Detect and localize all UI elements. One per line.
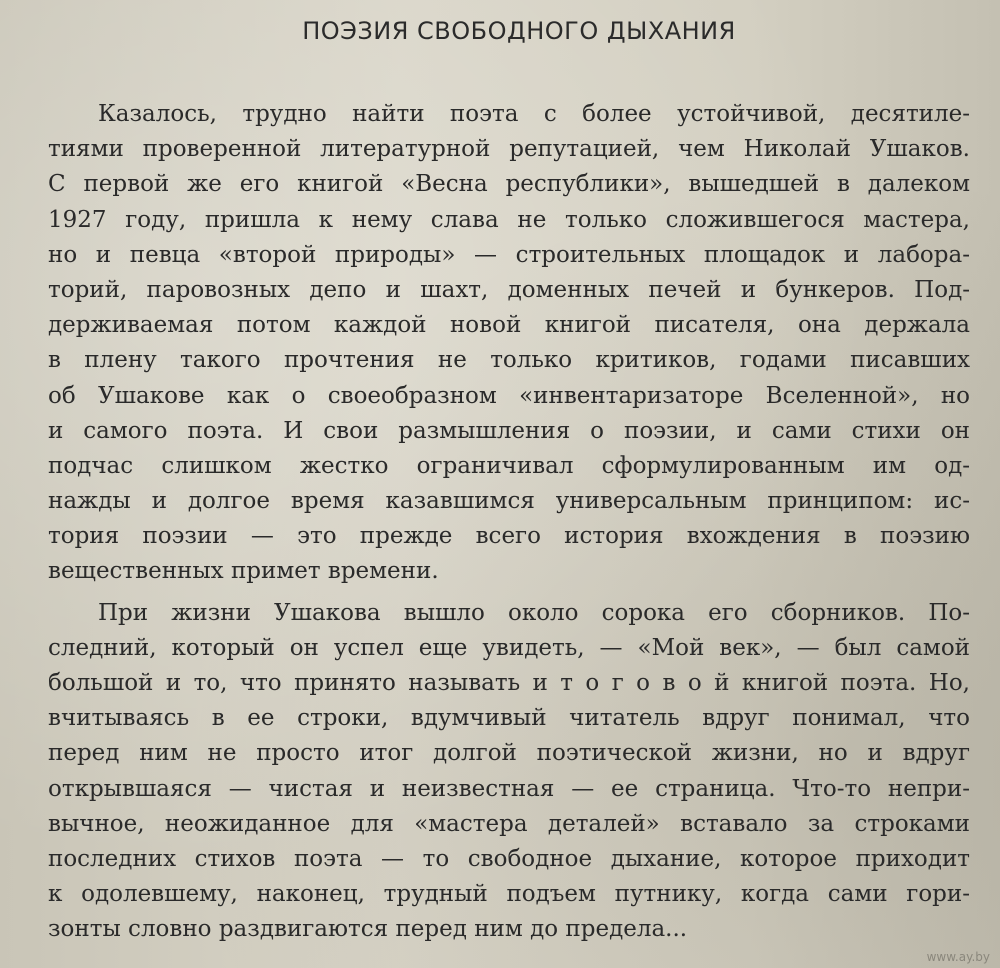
- text-line: в плену такого прочтения не только критиков, годами писавших: [48, 347, 970, 374]
- text-line: перед ним не просто итог долгой поэтической жизни, но и вдруг: [48, 740, 970, 767]
- text-line: к одолевшему, наконец, трудный подъем путнику, когда сами гори-: [48, 881, 970, 908]
- text-line: При жизни Ушакова вышло около сорока его сборников. По-: [98, 599, 970, 626]
- text-line: вычное, неожиданное для «мастера деталей» вставало за строками: [48, 810, 970, 837]
- text-line: нажды и долгое время казавшимся универсальным принципом: ис-: [48, 488, 970, 515]
- page-text: [48, 14, 970, 954]
- text-line: следний, который он успел еще увидеть, — «Мой век», — был самой: [48, 634, 970, 661]
- text-line: и самого поэта. И свои размышления о поэзии, и сами стихи он: [48, 417, 970, 444]
- text-line: вещественных примет времени.: [48, 558, 439, 585]
- text-line: но и певца «второй природы» — строительных площадок и лабора-: [48, 241, 970, 268]
- site-watermark: www.ay.by: [926, 950, 990, 964]
- text-line: вчитываясь в ее строки, вдумчивый читатель вдруг понимал, что: [48, 705, 970, 732]
- text-line: тория поэзии — это прежде всего история вхождения в поэзию: [48, 523, 970, 550]
- chapter-title: ПОЭЗИЯ СВОБОДНОГО ДЫХАНИЯ: [302, 17, 736, 45]
- text-line: последних стихов поэта — то свободное дыхание, которое приходит: [48, 845, 970, 872]
- text-line: большой и то, что принято называть и т о г о в о й книгой поэта. Но,: [48, 670, 970, 696]
- paragraph-1: [48, 97, 970, 590]
- text-line: Казалось, трудно найти поэта с более устойчивой, десятиле-: [98, 101, 970, 127]
- text-line: тиями проверенной литературной репутацией, чем Николай Ушаков.: [48, 136, 970, 163]
- text-line: подчас слишком жестко ограничивал сформулированным им од-: [48, 452, 970, 479]
- paragraph-2: [48, 596, 970, 948]
- text-line: С первой же его книгой «Весна республики», вышедшей в далеком: [48, 171, 970, 198]
- text-line: держиваемая потом каждой новой книгой писателя, она держала: [48, 312, 970, 339]
- text-line: открывшаяся — чистая и неизвестная — ее страница. Что-то непри-: [48, 775, 970, 802]
- text-line: 1927 году, пришла к нему слава не только сложившегося мастера,: [48, 206, 970, 233]
- text-line: об Ушакове как о своеобразном «инвентаризаторе Вселенной», но: [48, 382, 970, 409]
- text-line: зонты словно раздвигаются перед ним до предела...: [48, 916, 688, 943]
- text-line: торий, паровозных депо и шахт, доменных печей и бункеров. Под-: [48, 276, 970, 303]
